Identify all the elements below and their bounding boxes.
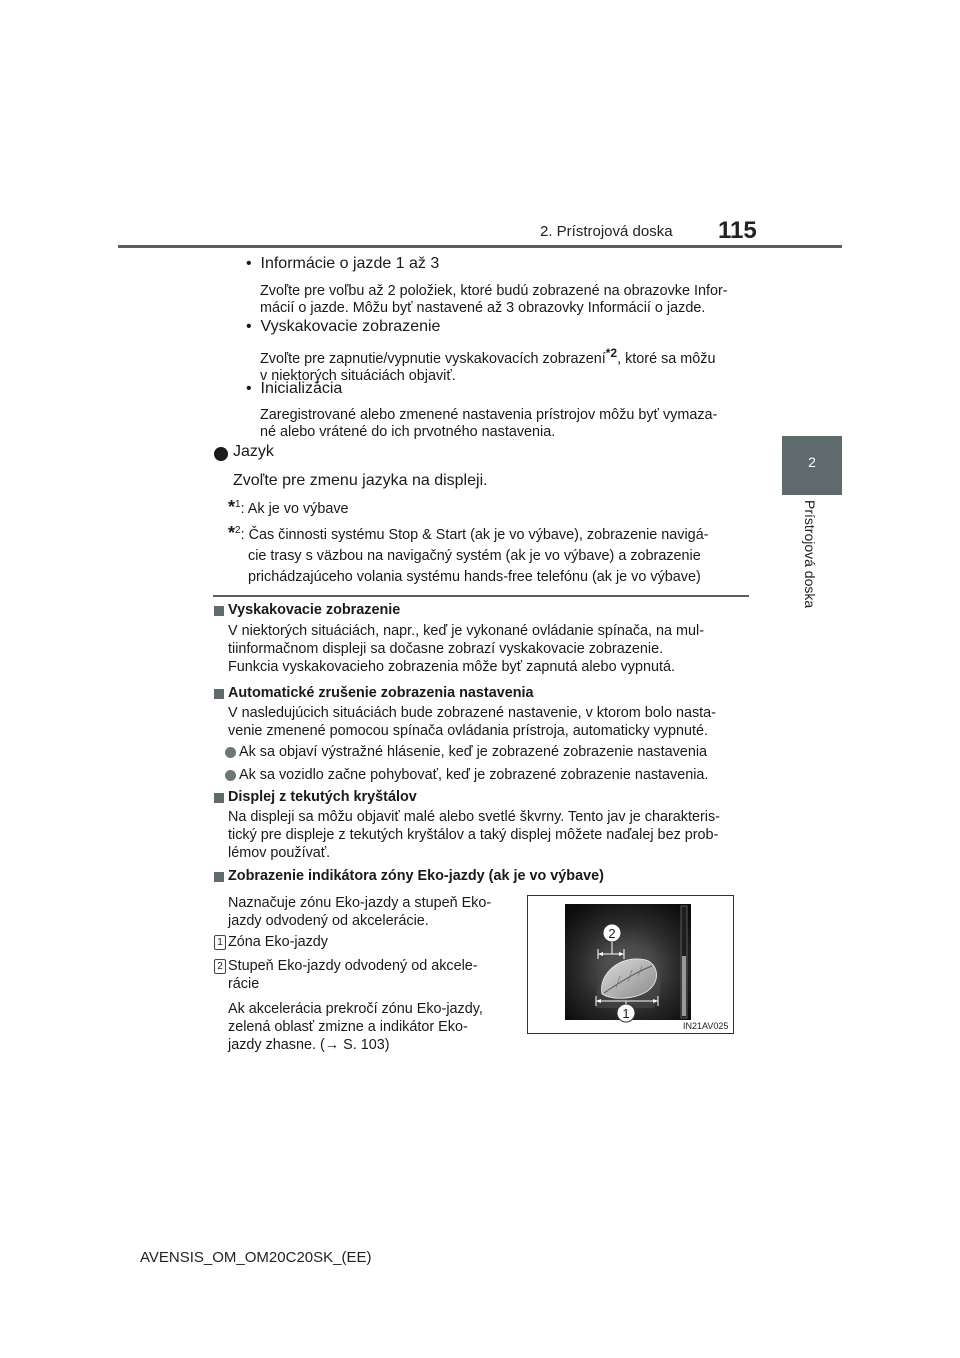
body-line: V niektorých situáciách, napr., keď je vykonané ovládanie spínača, na mul- xyxy=(228,623,705,639)
bullet-dot-icon xyxy=(225,770,236,781)
footnote-mark: * xyxy=(228,522,236,543)
section-divider xyxy=(213,595,749,597)
section-square-icon xyxy=(214,606,224,616)
settings-item-title: Vyskakovacie zobrazenie xyxy=(260,318,441,335)
settings-item-title: Informácie o jazde 1 až 3 xyxy=(260,255,440,272)
section-body xyxy=(228,704,748,740)
settings-item-desc xyxy=(260,283,748,317)
footnote-num: 2 xyxy=(235,525,241,536)
legend-text-1: Zóna Eko-jazdy xyxy=(228,934,328,950)
desc-line xyxy=(260,345,748,368)
body-line: V nasledujúcich situáciách bude zobrazené nastavenie, v ktorom bolo nasta- xyxy=(228,705,716,721)
document-code-footer: AVENSIS_OM_OM20C20SK_(EE) xyxy=(140,1249,372,1266)
section-body xyxy=(228,808,748,862)
footnote-num: 1 xyxy=(235,499,241,510)
language-desc: Zvoľte pre zmenu jazyka na displeji. xyxy=(233,472,488,489)
section-square-icon xyxy=(214,872,224,882)
body-line: Na displeji sa môžu objaviť malé alebo svetlé škvrny. Tento jav je charakteris- xyxy=(228,809,720,825)
section-body xyxy=(228,622,748,676)
desc-text: , ktoré sa môžu xyxy=(617,350,716,367)
figure-code: IN21AV025 xyxy=(683,1021,729,1031)
body-line: jazdy odvodený od akcelerácie. xyxy=(228,913,429,929)
body-line: tický pre displeje z tekutých kryštálov a taký displej môžete naďalej bez prob- xyxy=(228,827,719,843)
section-heading: Zobrazenie indikátora zóny Eko-jazdy (ak je vo výbave) xyxy=(228,868,604,884)
callout-label-1: 1 xyxy=(622,1006,630,1021)
desc-text: Zvoľte pre zapnutie/vypnutie vyskakovacích zobrazení xyxy=(260,350,606,367)
running-header-section: 2. Prístrojová doska xyxy=(540,223,673,240)
body-line: rácie xyxy=(228,976,260,992)
section-heading: Vyskakovacie zobrazenie xyxy=(228,602,401,618)
footnote-ref: *2 xyxy=(605,346,618,360)
gauge-fill xyxy=(682,956,686,1016)
footnote-line: cie trasy s väzbou na navigačný systém (ak je vo výbave) a zobrazenie xyxy=(248,547,701,564)
settings-item-desc xyxy=(260,407,748,441)
legend-number-2: 2 xyxy=(214,959,226,974)
eco-indicator-figure xyxy=(527,895,734,1034)
eco-intro xyxy=(228,894,506,930)
bullet-text: Ak sa vozidlo začne pohybovať, keď je zobrazené zobrazenie nastavenia. xyxy=(239,767,709,783)
body-line: venie zmenené pomocou spínača ovládania prístroja, automaticky vypnuté. xyxy=(228,723,708,739)
callout-label-2: 2 xyxy=(608,926,616,941)
bullet-dot-icon xyxy=(225,747,236,758)
desc-line: Zvoľte pre voľbu až 2 položiek, ktoré budú zobrazené na obrazovke Infor- xyxy=(260,283,728,299)
footnote-line xyxy=(228,520,750,546)
settings-item-title: Inicializácia xyxy=(260,380,343,397)
settings-item-driving-info: • Informácie o jazde 1 až 3 xyxy=(246,255,440,272)
section-square-icon xyxy=(214,793,224,803)
page-number: 115 xyxy=(718,217,757,244)
bullet-text: Ak sa objaví výstražné hlásenie, keď je zobrazené zobrazenie nastavenia xyxy=(239,744,708,760)
settings-item-popup: • Vyskakovacie zobrazenie xyxy=(246,318,441,335)
section-heading: Automatické zrušenie zobrazenia nastavenia xyxy=(228,685,534,701)
footnote-mark: * xyxy=(228,496,236,517)
desc-line: mácií o jazde. Môžu byť nastavené až 3 obrazovky Informácií o jazde. xyxy=(260,300,706,316)
body-line: Funkcia vyskakovacieho zobrazenia môže byť zapnutá alebo vypnutá. xyxy=(228,659,675,675)
body-line: tiinformačnom displeji sa dočasne zobrazí vyskakovacie zobrazenie. xyxy=(228,641,664,657)
body-line: Naznačuje zónu Eko-jazdy a stupeň Eko- xyxy=(228,895,492,911)
body-line: jazdy zhasne. (→ S. 103) xyxy=(228,1037,390,1053)
section-heading: Displej z tekutých kryštálov xyxy=(228,789,417,805)
legend-number-1: 1 xyxy=(214,935,226,950)
footnote-line: prichádzajúceho volania systému hands-free telefónu (ak je vo výbave) xyxy=(248,568,701,585)
footnote-1 xyxy=(228,494,750,520)
chapter-tab-number: 2 xyxy=(808,454,816,470)
desc-line: Zaregistrované alebo zmenené nastavenia prístrojov môžu byť vymaza- xyxy=(260,407,718,423)
eco-note xyxy=(228,1000,506,1054)
legend-text-2 xyxy=(228,957,506,993)
body-line: Stupeň Eko-jazdy odvodený od akcele- xyxy=(228,958,478,974)
chapter-tab-label-wrap xyxy=(782,500,842,630)
desc-line: v niektorých situáciách objaviť. xyxy=(260,367,456,384)
header-rule xyxy=(118,245,842,248)
chapter-tab-label: Prístrojová doska xyxy=(802,500,818,609)
body-line: Ak akcelerácia prekročí zónu Eko-jazdy, xyxy=(228,1001,483,1017)
settings-item-desc xyxy=(260,345,748,385)
footnote-text: : Ak je vo výbave xyxy=(240,500,349,517)
body-line: lémov používať. xyxy=(228,845,331,861)
section-square-icon xyxy=(214,689,224,699)
footnote-text: : Čas činnosti systému Stop & Start (ak je vo výbave), zobrazenie navigá- xyxy=(240,526,709,543)
desc-line: né alebo vrátené do ich prvotného nastavenia. xyxy=(260,424,556,440)
bullet-dot-icon xyxy=(214,447,228,461)
settings-item-init: • Inicializácia xyxy=(246,380,343,397)
language-title: Jazyk xyxy=(233,443,274,460)
footnote-2 xyxy=(228,520,750,588)
body-line: zelená oblasť zmizne a indikátor Eko- xyxy=(228,1019,468,1035)
eco-indicator-illustration xyxy=(528,896,733,1033)
